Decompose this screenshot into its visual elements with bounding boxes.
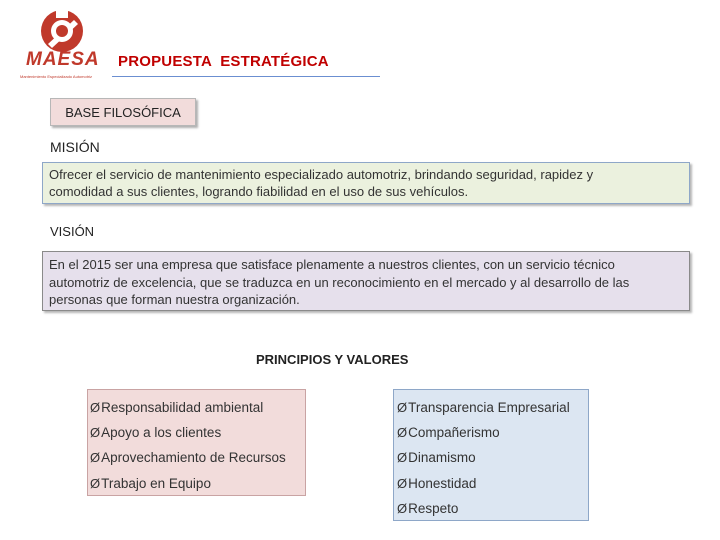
value-item: ØRespeto — [397, 501, 459, 516]
arrow-bullet-icon: Ø — [90, 400, 101, 415]
value-item: ØApoyo a los clientes — [90, 425, 222, 440]
value-item: ØDinamismo — [397, 450, 476, 465]
vision-heading: VISIÓN — [50, 224, 95, 239]
vision-line-1: En el 2015 ser una empresa que satisface plenamente a nuestros clientes, con un servicio técnico — [49, 257, 615, 272]
vision-text-box — [42, 251, 690, 311]
company-logo — [18, 8, 106, 80]
value-item: ØCompañerismo — [397, 425, 500, 440]
arrow-bullet-icon: Ø — [90, 425, 101, 440]
value-item: ØHonestidad — [397, 476, 477, 491]
page-title: PROPUESTA ESTRATÉGICA — [118, 53, 329, 70]
mision-line-1: Ofrecer el servicio de mantenimiento especializado automotriz, brindando seguridad, rapidez y — [49, 167, 594, 182]
value-item: ØResponsabilidad ambiental — [90, 400, 264, 415]
logo-wordmark: MAESA — [26, 49, 100, 70]
principios-heading: PRINCIPIOS Y VALORES — [256, 352, 409, 367]
mision-heading: MISIÓN — [50, 139, 100, 155]
vision-line-3: personas que forman nuestra organización. — [49, 292, 300, 307]
arrow-bullet-icon: Ø — [397, 450, 408, 465]
title-underline — [112, 76, 380, 77]
arrow-bullet-icon: Ø — [90, 450, 101, 465]
value-item: ØTrabajo en Equipo — [90, 476, 211, 491]
arrow-bullet-icon: Ø — [397, 400, 408, 415]
value-item: ØTransparencia Empresarial — [397, 400, 570, 415]
mision-text-box — [42, 162, 690, 204]
arrow-bullet-icon: Ø — [397, 501, 408, 516]
logo-tagline: Mantenimiento Especializado Automotriz — [20, 74, 93, 79]
mision-line-2: comodidad a sus clientes, logrando fiabilidad en el uso de sus vehículos. — [49, 184, 469, 199]
value-item: ØAprovechamiento de Recursos — [90, 450, 286, 465]
arrow-bullet-icon: Ø — [397, 476, 408, 491]
base-filosofica-label: BASE FILOSÓFICA — [50, 98, 196, 126]
arrow-bullet-icon: Ø — [90, 476, 101, 491]
vision-line-2: automotriz de excelencia, que se traduzca en un reconocimiento en el mercado y al desarrollo de las — [49, 274, 630, 290]
arrow-bullet-icon: Ø — [397, 425, 408, 440]
